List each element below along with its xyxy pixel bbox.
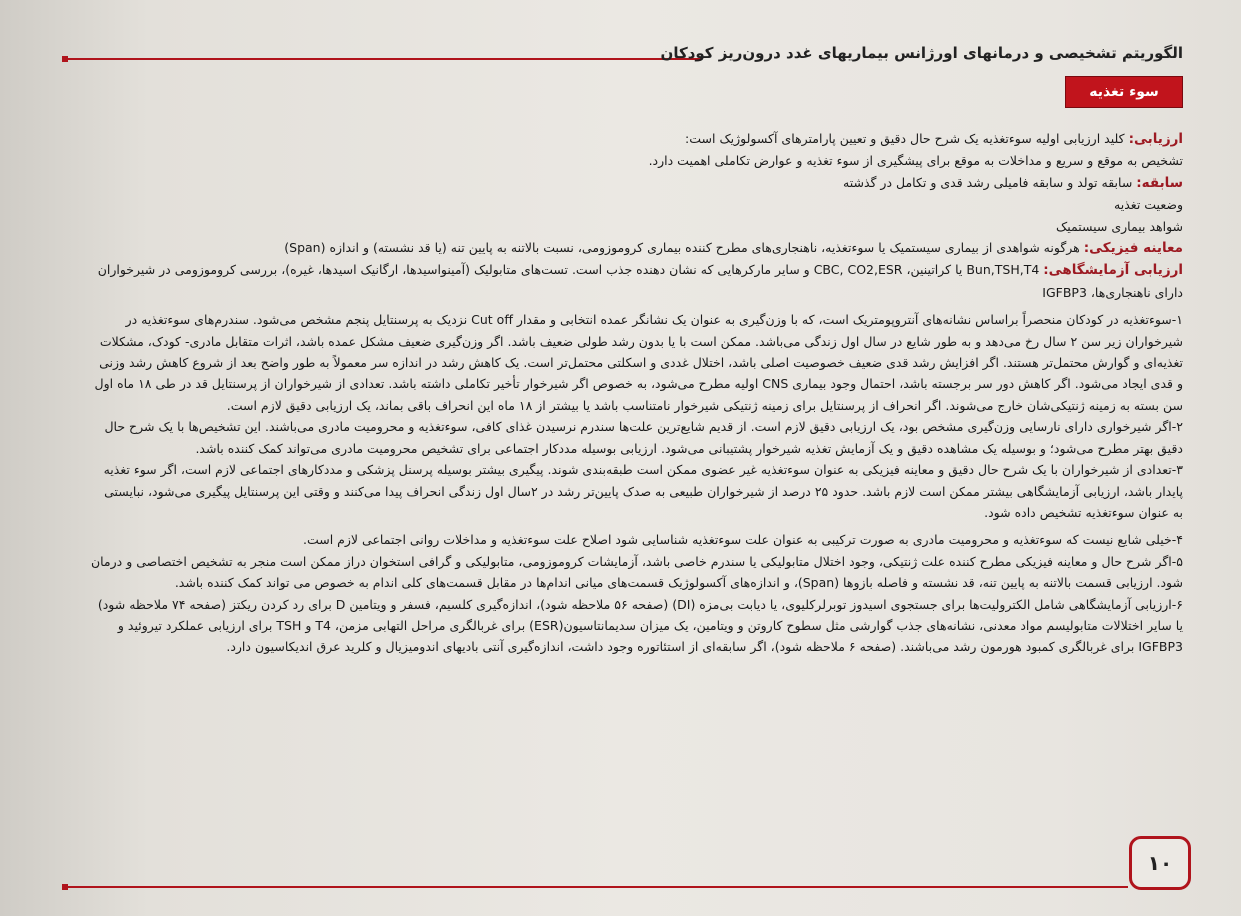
- paragraph-line: شیرخواران زیر سن ۲ سال رخ می‌دهد و به طور شایع در سال اول زندگی می‌باشد. ممکن است با یا بدون رشد طولی ضعیف باشد. اگر وزن‌گیری ضعیف مشکل عمده باشد، اثرات متقابل مادری- کودک، مشکلات: [99, 333, 1183, 349]
- paragraph-line: ۵-اگر شرح حال و معاینه فیزیکی مطرح کننده علت ژنتیکی، وجود اختلال متابولیکی یا سندرم خاصی باشد، آزمایشات کروموزومی، متابولیکی و گرافی استخوان دراز ممکن است منجر به تشخیص اختصاصی و درمان: [90, 553, 1183, 569]
- physical-exam-line: [62, 237, 1183, 259]
- history-label: سابقه:: [1136, 174, 1183, 191]
- paragraph-line: یا سایر اختلالات متابولیسم مواد معدنی، نشانه‌های جذب گوارشی مثل سطوح کاروتن و ویتامین، یک میزان سدیمانتاسیون(ESR) برای غربالگری مراحل التهابی مزمن، T4 و TSH برای ارزیابی عملکرد تیروئید و: [117, 617, 1183, 633]
- paragraph-line: و قدی ایجاد می‌شود. اگر کاهش دور سر برجسته باشد، احتمال وجود بیماری CNS اولیه مطرح می‌شود، به خصوص اگر شیرخوار تأخیر تکاملی داشته باشد. تعدادی از شیرخواران از پرسنتایل قد در طی ۱۸ ماه اول: [94, 376, 1183, 392]
- paragraph-line: ۶-ارزیابی آزمایشگاهی شامل الکترولیت‌ها برای جستجوی اسیدوز توبرلرکلیوی، یا دیابت بی‌مزه (DI) (صفحه ۵۶ ملاحظه شود)، اندازه‌گیری کلسیم، فسفر و ویتامین D برای رد کردن ریکتز (صفحه ۷۴ ملاحظه شود): [97, 596, 1183, 612]
- lab-eval-line-2: دارای ناهنجاری‌ها، IGFBP3: [1042, 284, 1183, 300]
- lab-eval-line: [62, 259, 1183, 281]
- paragraph-line: دقیق بهتر مطرح می‌شود؛ و بوسیله یک مشاهده دقیق و یک آزمایش تغذیه شیرخوار پشتیبانی می‌شود. ارزیابی بوسیله مددکار اجتماعی برای تشخیص محرومیت مادری می‌تواند کمک کننده باشد.: [195, 440, 1183, 456]
- chapter-title: الگوریتم تشخیصی و درمانهای اورژانس بیماریهای غدد درون‌ریز کودکان: [660, 44, 1183, 62]
- body-text: [62, 128, 1183, 658]
- physical-exam-label: معاینه فیزیکی:: [1083, 240, 1183, 257]
- paragraph-line: ۳-تعدادی از شیرخواران با یک شرح حال دقیق و معاینه فیزیکی به عنوان سوءتغذیه غیر عضوی ممکن است طبقه‌بندی شوند. پیگیری بیشتر بوسیله پرسنل پزشکی و مددکارهای اجتماعی لازم است، اگر سوء تغذیه: [103, 462, 1183, 478]
- top-rule: [66, 58, 702, 60]
- physical-exam-text: هرگونه شواهدی از بیماری سیستمیک یا سوءتغذیه، ناهنجاری‌های مطرح کننده بیماری کروموزومی، نسبت بالاتنه به پایین تنه (یا قد نشسته) و اندازه (Span): [284, 240, 1084, 256]
- history-item-nutrition: وضعیت تغذیه: [1114, 197, 1183, 213]
- bottom-rule: [66, 886, 1128, 888]
- history-item-systemic: شواهد بیماری سیستمیک: [1056, 218, 1183, 234]
- lab-eval-label: ارزیابی آزمایشگاهی:: [1043, 262, 1183, 279]
- assessment-line: [62, 128, 1183, 150]
- paragraph-line: پایدار باشد، ارزیابی آزمایشگاهی بیشتر ممکن است لازم باشد. حدود ۲۵ درصد از شیرخواران طبیعی به صدک پایین‌تر رشد در ۲سال اول زندگی انحراف پیدا می‌کنند و وقتی این پرسنتایل پیگیری می‌شود، نبایستی: [104, 483, 1183, 499]
- history-text: سابقه تولد و سابقه فامیلی رشد قدی و تکامل در گذشته: [843, 174, 1137, 190]
- assessment-label: ارزیابی:: [1128, 131, 1183, 147]
- paragraph-line: به عنوان سوءتغذیه تشخیص داده شود.: [984, 504, 1183, 520]
- section-badge: سوء تغذیه: [1065, 76, 1183, 108]
- paragraph-line: ۲-اگر شیرخواری دارای نارسایی وزن‌گیری مشخص بود، یک ارزیابی دقیق لازم است. از قدیم شایع‌ترین علت‌ها سندرم نرسیدن غذای کافی، سوءتغذیه و محرومیت مادری می‌باشند. این تشخیص‌ها با یک شرح حال: [104, 419, 1183, 435]
- paragraph-line: تغذیه‌ای و گوارش محتمل‌تر هستند. اگر افزایش رشد قدی ضعیف خصوصیت اصلی باشد، اختلال غددی و اسکلتی محتمل‌تر است. یک کاهش رشد در اندازه سر معمولاً به طور واضح بعد از شروع کاهش رشد وزنی: [99, 355, 1183, 371]
- history-line: [62, 172, 1183, 194]
- assessment-line-2: تشخیص به موقع و سریع و مداخلات به موقع برای پیشگیری از سوء تغذیه و عوارض تکاملی اهمیت دارد.: [648, 153, 1183, 169]
- paragraph-line: ۴-خیلی شایع نیست که سوءتغذیه و محرومیت مادری به صورت ترکیبی به عنوان علت سوءتغذیه شناسایی شود اصلاح علت سوءتغذیه و مداخلات روانی اجتماعی لازم است.: [302, 532, 1183, 548]
- paragraph-line: شود. ارزیابی قسمت بالاتنه به پایین تنه، قد نشسته و فاصله بازوها (Span)، و اندازه‌های آکسولوژیک قسمت‌های میانی اندام‌ها در مقابل قسمت‌های کلی اندام به خصوص می تواند کمک کننده باشد.: [174, 575, 1183, 591]
- assessment-text: کلید ارزیابی اولیه سوءتغذیه یک شرح حال دقیق و تعیین پارامترهای آکسولوژیک است:: [685, 131, 1129, 146]
- paragraph-line: IGFBP3 برای غربالگری کمبود هورمون رشد می‌باشند. (صفحه ۶ ملاحظه شود)، اگر سابقه‌ای از استئاتوره وجود داشت، اندازه‌گیری آنتی بادیهای اندومیزیال و کلرید عرق اندیکاسیون دارد.: [226, 639, 1183, 655]
- paragraph-line: سن بسته به زمینه ژنتیکی‌شان خارج می‌شوند. اگر انحراف از پرسنتایل برای زمینه ژنتیکی شیرخوار نامتناسب باشد یا بیشتر از ۱۸ ماه این انحراف باقی بماند، یک ارزیابی دقیق لازم است.: [226, 397, 1183, 413]
- page-number: ۱۰: [1129, 836, 1191, 890]
- lab-eval-text: Bun,TSH,T4 یا کراتینین، CBC, CO2,ESR و سایر مارکرهایی که نشان دهنده جذب است. تست‌های متابولیک (آمینواسیدها، ارگانیک اسیدها، غیره)، بررسی کروموزومی در شیرخواران: [97, 262, 1044, 278]
- paragraph-line: ۱-سوءتغذیه در کودکان منحصراً براساس نشانه‌های آنتروپومتریک است، که با وزن‌گیری به عنوان یک نشانگر عمده انتخابی و مقدار Cut off نزدیک به پرسنتایل پنجم مشخص می‌شود. سندرم‌های سوءتغذیه در: [125, 312, 1183, 328]
